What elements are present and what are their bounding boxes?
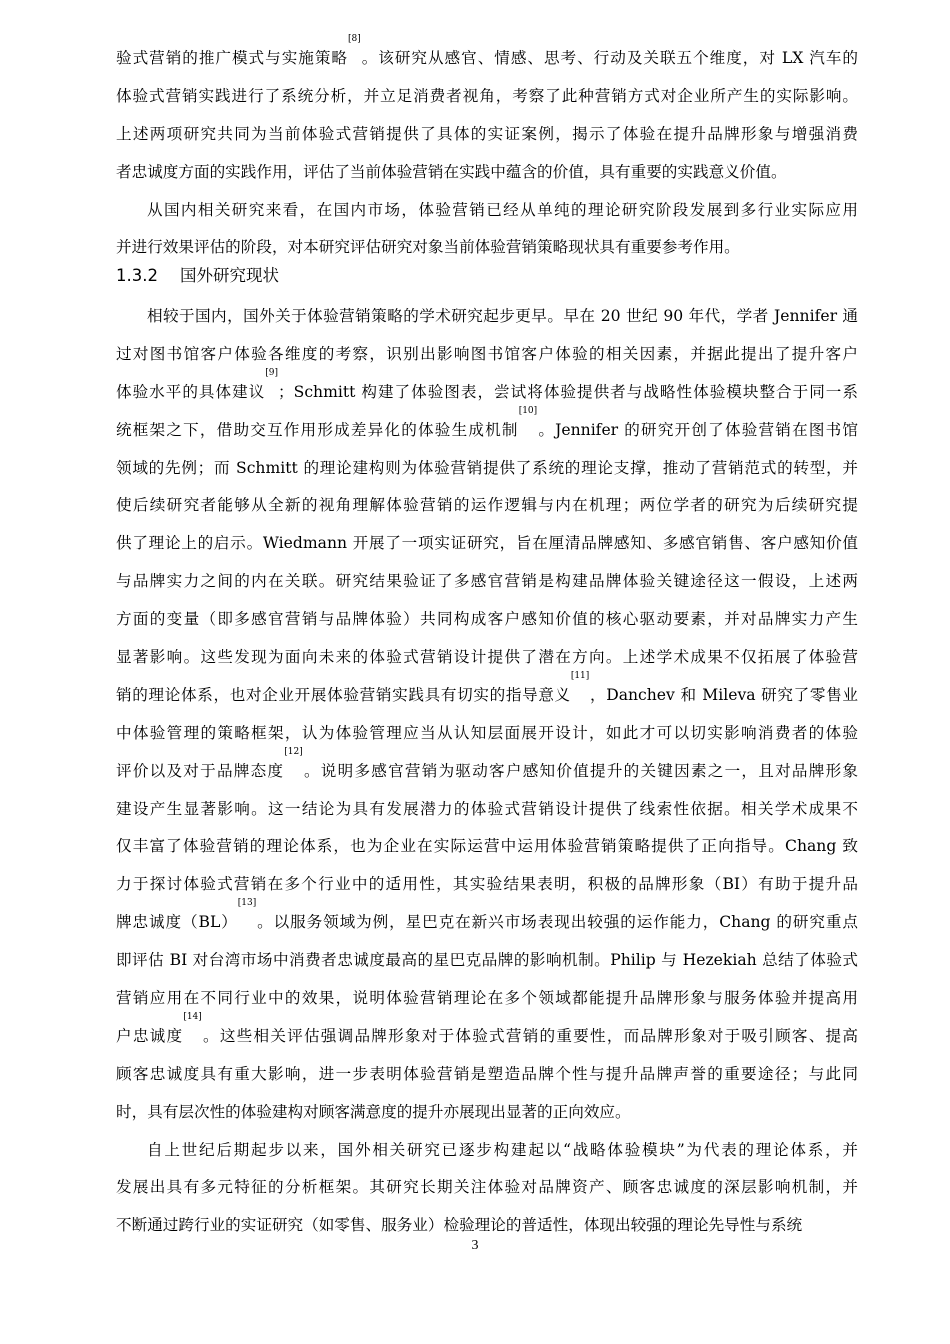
text-segment: 使后续研究者能够从全新的视角理解体验营销的运作逻辑与内在机理；两位学者的研究为后续研究提	[116, 496, 858, 515]
text-segment: 。该研究从感官、情感、思考、行动及关联五个维度，对 LX 汽车的	[360, 49, 858, 67]
text-segment: 统框架之下，借助交互作用形成差异化的体验生成机制	[116, 420, 519, 439]
text-line	[116, 1011, 858, 1056]
text-segment: 即评估 BI 对台湾市场中消费者忠诚度最高的星巴克品牌的影响机制。Philip 与 Hezekiah 总结了体验式	[116, 951, 858, 970]
text-line	[116, 1169, 858, 1207]
text-line	[116, 450, 858, 488]
text-segment: 相较于国内，国外关于体验营销策略的学术研究起步更早。早在 20 世纪 90 年代，学者 Jennifer 通	[147, 307, 858, 325]
citation-marker: [10]	[518, 405, 538, 416]
text-segment: 者忠诚度方面的实践作用，评估了当前体验营销在实践中蕴含的价值，具有重要的实践意义价值。	[116, 162, 787, 181]
text-line	[116, 336, 858, 374]
section-heading	[116, 258, 279, 294]
citation-marker: [14]	[183, 1011, 202, 1022]
text-line	[116, 980, 858, 1018]
text-segment: 不断通过跨行业的实证研究（如零售、服务业）检验理论的普适性，体现出较强的理论先导性与系统	[116, 1216, 803, 1235]
text-line	[116, 715, 858, 753]
text-segment: 发展出具有多元特征的分析框架。其研究长期关注体验对品牌资产、顾客忠诚度的深层影响机制，并	[116, 1178, 858, 1197]
text-line	[116, 525, 858, 563]
text-line	[116, 670, 858, 715]
text-segment: 供了理论上的启示。Wiedmann 开展了一项实证研究，旨在厘清品牌感知、多感官销售、客户感知价值	[116, 534, 858, 553]
text-line	[116, 639, 858, 677]
text-segment: 验式营销的推广模式与实施策略	[116, 49, 348, 67]
text-line	[116, 746, 858, 791]
page-number: 3	[471, 1238, 479, 1253]
text-line	[116, 1094, 858, 1132]
text-segment: ，Danchev 和 Mileva 研究了零售业	[589, 685, 858, 704]
text-line	[116, 942, 858, 980]
text-line	[116, 866, 858, 904]
text-segment: ；Schmitt 构建了体验图表，尝试将体验提供者与战略性体验模块整合于同一系	[278, 382, 858, 401]
text-line	[116, 298, 858, 336]
text-segment: 体验水平的具体建议	[116, 382, 266, 401]
section-title: 国外研究现状	[180, 266, 279, 285]
text-segment: 上述两项研究共同为当前体验式营销提供了具体的实证案例，揭示了体验在提升品牌形象与增强消费	[116, 124, 858, 143]
text-line	[116, 563, 858, 601]
text-segment: 中体验管理的策略框架，认为体验管理应当从认知层面展开设计，如此才可以切实影响消费者的体验	[116, 723, 858, 742]
text-segment: 并进行效果评估的阶段，对本研究评估研究对象当前体验营销策略现状具有重要参考作用。	[116, 238, 740, 257]
text-segment: 领域的先例；而 Schmitt 的理论建构则为体验营销提供了系统的理论支撑，推动了营销范式的转型，并	[116, 458, 858, 477]
text-segment: 评价以及对于品牌态度	[116, 761, 285, 780]
citation-marker: [11]	[570, 670, 590, 681]
text-segment: 显著影响。这些发现为面向未来的体验式营销设计提供了潜在方向。上述学术成果不仅拓展了体验营	[116, 648, 858, 667]
text-segment: 销的理论体系，也对企业开展体验营销实践具有切实的指导意义	[116, 685, 571, 704]
text-segment: 牌忠诚度（BL）	[116, 913, 238, 932]
text-segment: 仅丰富了体验营销的理论体系，也为企业在实际运营中运用体验营销策略提供了正向指导。Chang 致	[116, 837, 858, 856]
body-text-top	[116, 34, 858, 267]
text-line	[116, 898, 858, 942]
citation-marker: [12]	[284, 746, 303, 757]
body-text-bottom	[116, 298, 858, 1245]
text-segment: 力于探讨体验式营销在多个行业中的适用性，其实验结果表明，积极的品牌形象（BI）有助于提升品	[116, 875, 858, 894]
citation-marker: [8]	[347, 34, 361, 44]
text-segment: 过对图书馆客户体验各维度的考察，识别出影响图书馆客户体验的相关因素，并据此提出了提升客户	[116, 344, 858, 363]
text-segment: 体验式营销实践进行了系统分析，并立足消费者视角，考察了此种营销方式对企业所产生的实际影响。	[116, 86, 858, 105]
text-line	[116, 405, 858, 450]
text-line	[116, 78, 858, 116]
citation-marker: [13]	[237, 898, 257, 909]
citation-marker: [9]	[265, 367, 279, 378]
text-segment: 。这些相关评估强调品牌形象对于体验式营销的重要性，而品牌形象对于吸引顾客、提高	[201, 1026, 858, 1045]
text-line	[116, 116, 858, 154]
text-line	[116, 791, 858, 829]
text-segment: 时，具有层次性的体验建构对顾客满意度的提升亦展现出显著的正向效应。	[116, 1102, 631, 1121]
section-number: 1.3.2	[116, 266, 158, 285]
text-line	[116, 1056, 858, 1094]
text-segment: 营销应用在不同行业中的效果，说明体验营销理论在多个领域都能提升品牌形象与服务体验并提高用	[116, 989, 858, 1008]
text-segment: 。说明多感官营销为驱动客户感知价值提升的关键因素之一，且对品牌形象	[302, 761, 858, 780]
text-line	[116, 154, 858, 192]
text-line	[116, 1132, 858, 1170]
text-line	[116, 192, 858, 230]
text-line	[116, 34, 858, 78]
text-segment: 户忠诚度	[116, 1026, 184, 1045]
text-segment: 。以服务领域为例，星巴克在新兴市场表现出较强的运作能力，Chang 的研究重点	[256, 913, 858, 932]
text-segment: 从国内相关研究来看，在国内市场，体验营销已经从单纯的理论研究阶段发展到多行业实际应用	[147, 200, 858, 219]
text-line	[116, 601, 858, 639]
text-line	[116, 828, 858, 866]
text-line	[116, 367, 858, 412]
text-line	[116, 487, 858, 525]
text-segment: 。Jennifer 的研究开创了体验营销在图书馆	[537, 420, 858, 439]
text-segment: 顾客忠诚度具有重大影响，进一步表明体验营销是塑造品牌个性与提升品牌声誉的重要途径；与此同	[116, 1064, 858, 1083]
text-segment: 方面的变量（即多感官营销与品牌体验）共同构成客户感知价值的核心驱动要素，并对品牌实力产生	[116, 610, 858, 629]
text-segment: 与品牌实力之间的内在关联。研究结果验证了多感官营销是构建品牌体验关键途径这一假设，上述两	[116, 572, 858, 591]
text-segment: 自上世纪后期起步以来，国外相关研究已逐步构建起以“战略体验模块”为代表的理论体系，并	[147, 1140, 858, 1159]
text-segment: 建设产生显著影响。这一结论为具有发展潜力的体验式营销设计提供了线索性依据。相关学术成果不	[116, 799, 858, 818]
